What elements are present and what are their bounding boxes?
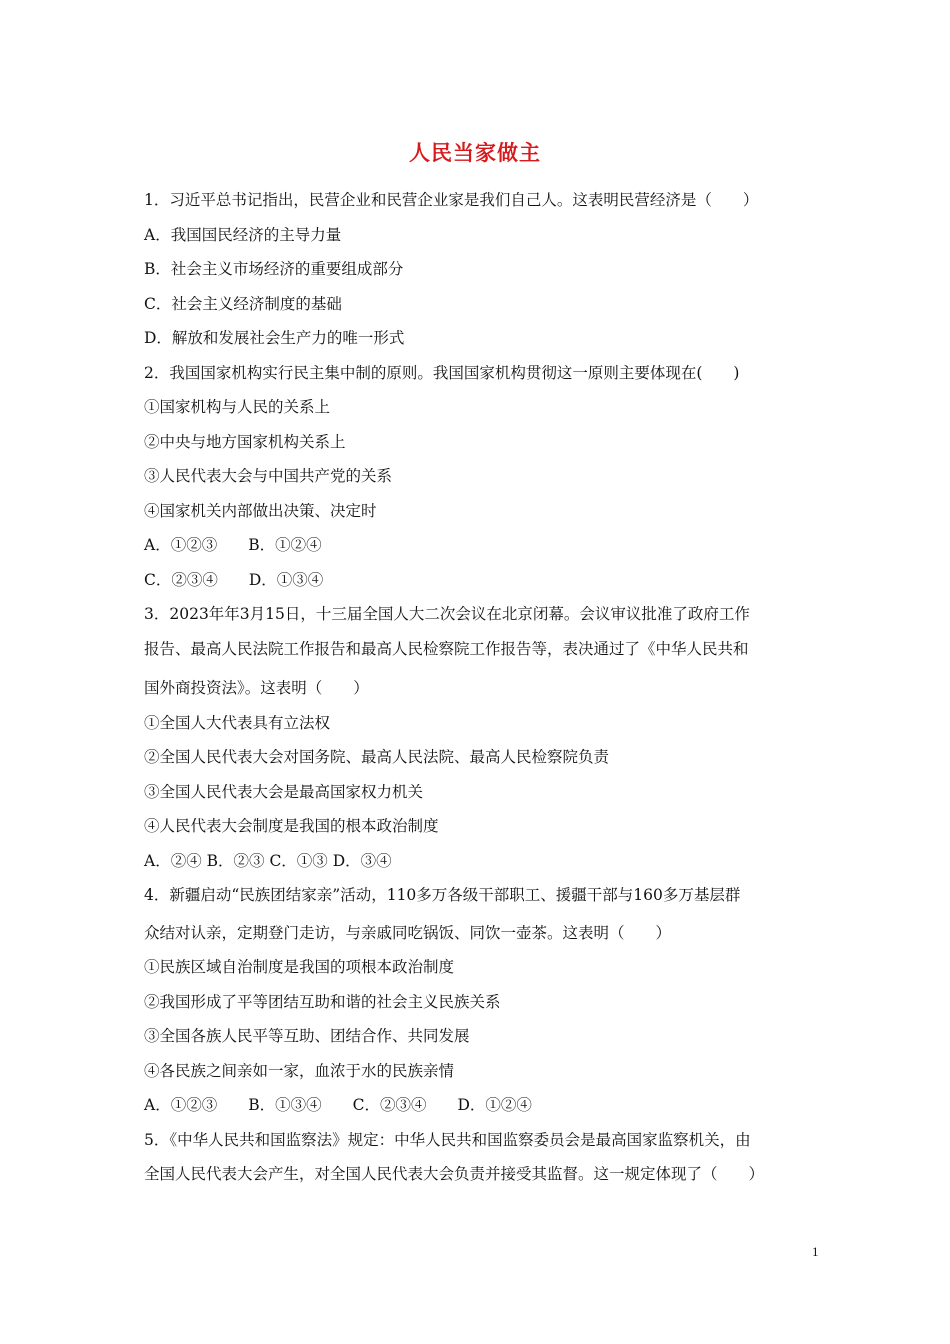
page-title: 人民当家做主 [409, 141, 541, 165]
question-1-stem: 1．习近平总书记指出，民营企业和民营企业家是我们自己人。这表明民营经济是（ ） [144, 191, 759, 209]
question-2-statement-1: ①国家机构与人民的关系上 [144, 398, 331, 416]
question-2-options-ab: A．①②③ B．①②④ [144, 536, 322, 554]
question-3-statement-4: ④人民代表大会制度是我国的根本政治制度 [144, 817, 439, 835]
question-5-stem: 全国人民代表大会产生，对全国人民代表大会负责并接受其监督。这一规定体现了（ ） [144, 1165, 765, 1183]
question-4-statement-1: ①民族区域自治制度是我国的项根本政治制度 [144, 958, 455, 976]
question-4-statement-3: ③全国各族人民平等互助、团结合作、共同发展 [144, 1027, 470, 1045]
question-2-statement-4: ④国家机关内部做出决策、决定时 [144, 502, 377, 520]
question-1-option-d: D．解放和发展社会生产力的唯一形式 [144, 329, 405, 347]
question-4-stem: 4．新疆启动“民族团结家亲”活动，110多万各级干部职工、援疆干部与160多万基层群 [144, 886, 741, 904]
question-1-option-b: B．社会主义市场经济的重要组成部分 [144, 260, 404, 278]
question-5-stem: 5．《中华人民共和国监察法》规定：中华人民共和国监察委员会是最高国家监察机关，由 [144, 1131, 751, 1149]
question-2-statement-2: ②中央与地方国家机构关系上 [144, 433, 346, 451]
question-1-option-c: C．社会主义经济制度的基础 [144, 295, 342, 313]
question-1-option-a: A．我国国民经济的主导力量 [144, 226, 342, 244]
question-4-statement-4: ④各民族之间亲如一家，血浓于水的民族亲情 [144, 1062, 455, 1080]
question-3-stem: 报告、最高人民法院工作报告和最高人民检察院工作报告等，表决通过了《中华人民共和 [144, 640, 749, 658]
question-3-statement-3: ③全国人民代表大会是最高国家权力机关 [144, 783, 424, 801]
question-2-stem: 2．我国国家机构实行民主集中制的原则。我国国家机构贯彻这一原则主要体现在( ) [144, 364, 740, 382]
question-3-options: A．②④ B．②③ C．①③ D．③④ [144, 852, 392, 870]
question-3-statement-1: ①全国人大代表具有立法权 [144, 714, 331, 732]
question-4-options: A．①②③ B．①③④ C．②③④ D．①②④ [144, 1096, 532, 1114]
page-number: 1 [812, 1244, 819, 1259]
question-2-statement-3: ③人民代表大会与中国共产党的关系 [144, 467, 393, 485]
question-4-statement-2: ②我国形成了平等团结互助和谐的社会主义民族关系 [144, 993, 501, 1011]
question-3-stem: 3．2023年年3月15日，十三届全国人大二次会议在北京闭幕。会议审议批准了政府工作 [144, 605, 750, 623]
question-4-stem: 众结对认亲，定期登门走访，与亲戚同吃锅饭、同饮一壶茶。这表明（ ） [144, 924, 672, 942]
question-2-options-cd: C．②③④ D．①③④ [144, 571, 324, 589]
question-3-statement-2: ②全国人民代表大会对国务院、最高人民法院、最高人民检察院负责 [144, 748, 610, 766]
question-3-stem: 国外商投资法》。这表明（ ） [144, 679, 369, 697]
